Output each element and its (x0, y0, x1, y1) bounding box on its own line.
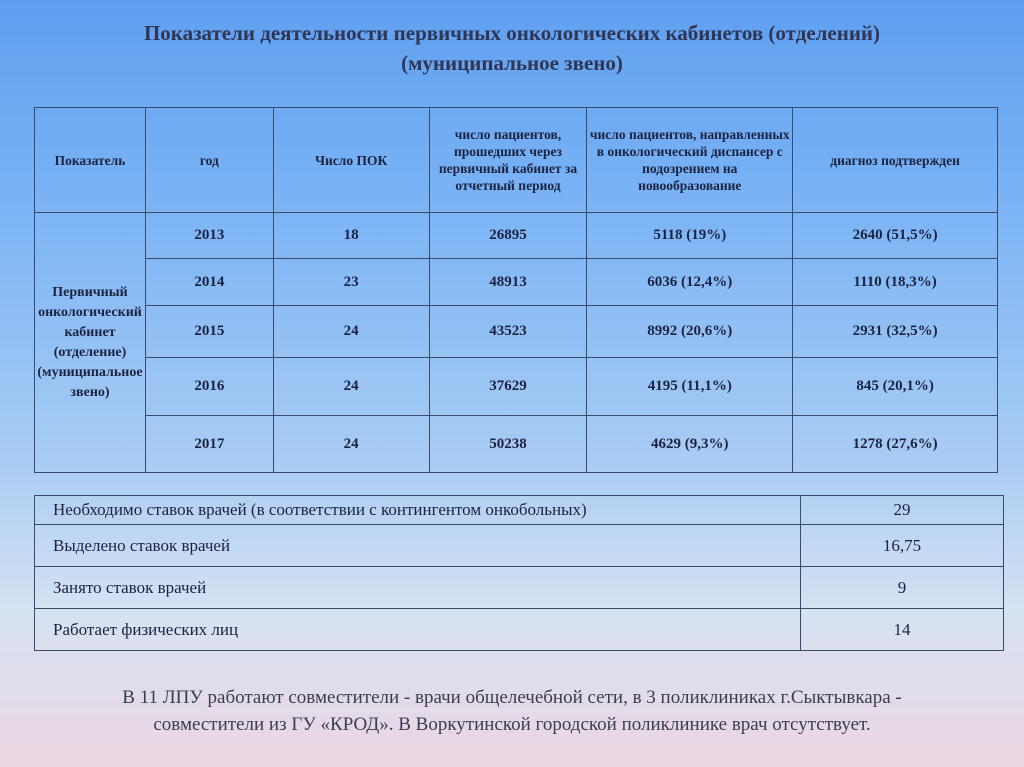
header-indicator: Показатель (35, 108, 146, 213)
cell-referred: 4629 (9,3%) (587, 416, 793, 473)
summary-row (35, 567, 1004, 609)
table-row (35, 416, 998, 473)
cell-confirmed: 1110 (18,3%) (793, 259, 998, 306)
cell-patients: 26895 (429, 213, 587, 259)
cell-year: 2015 (145, 306, 273, 358)
cell-year: 2013 (145, 213, 273, 259)
cell-pok: 23 (273, 259, 429, 306)
title-line-2: (муниципальное звено) (401, 51, 623, 75)
cell-pok: 18 (273, 213, 429, 259)
summary-label: Выделено ставок врачей (35, 525, 801, 567)
cell-patients: 37629 (429, 358, 587, 416)
summary-label: Занято ставок врачей (35, 567, 801, 609)
header-referred: число пациентов, направленных в онкологический диспансер с подозрением на новообразование (587, 108, 793, 213)
summary-value: 9 (801, 567, 1004, 609)
cell-pok: 24 (273, 306, 429, 358)
cell-referred: 6036 (12,4%) (587, 259, 793, 306)
summary-row (35, 609, 1004, 651)
cell-year: 2017 (145, 416, 273, 473)
indicators-table (34, 107, 998, 473)
cell-confirmed: 2931 (32,5%) (793, 306, 998, 358)
row-label: Первичный онкологический кабинет (отделение) (муниципальное звено) (35, 213, 146, 473)
table-row (35, 358, 998, 416)
footnote-line-1: В 11 ЛПУ работают совместители - врачи общелечебной сети, в 3 поликлиниках г.Сыктывкара - (122, 687, 902, 708)
summary-label: Работает физических лиц (35, 609, 801, 651)
cell-pok: 24 (273, 358, 429, 416)
cell-confirmed: 2640 (51,5%) (793, 213, 998, 259)
table-row (35, 259, 998, 306)
header-patients: число пациентов, прошедших через первичный кабинет за отчетный период (429, 108, 587, 213)
summary-row (35, 525, 1004, 567)
title-line-1: Показатели деятельности первичных онкологических кабинетов (отделений) (143, 21, 881, 45)
header-row (35, 108, 998, 213)
summary-label: Необходимо ставок врачей (в соответствии с контингентом онкобольных) (35, 496, 801, 525)
cell-pok: 24 (273, 416, 429, 473)
cell-patients: 50238 (429, 416, 587, 473)
header-year: год (145, 108, 273, 213)
summary-row (35, 496, 1004, 525)
summary-value: 16,75 (801, 525, 1004, 567)
page-title (0, 18, 1024, 78)
summary-value: 29 (801, 496, 1004, 525)
cell-referred: 5118 (19%) (587, 213, 793, 259)
cell-year: 2016 (145, 358, 273, 416)
cell-referred: 8992 (20,6%) (587, 306, 793, 358)
cell-year: 2014 (145, 259, 273, 306)
cell-confirmed: 1278 (27,6%) (793, 416, 998, 473)
cell-patients: 43523 (429, 306, 587, 358)
cell-patients: 48913 (429, 259, 587, 306)
cell-referred: 4195 (11,1%) (587, 358, 793, 416)
header-confirmed: диагноз подтвержден (793, 108, 998, 213)
summary-value: 14 (801, 609, 1004, 651)
table-row (35, 213, 998, 259)
header-pok-count: Число ПОК (273, 108, 429, 213)
staffing-table (34, 495, 1004, 651)
footnote-line-2: совместители из ГУ «КРОД». В Воркутинской городской поликлинике врач отсутствует. (153, 714, 871, 735)
cell-confirmed: 845 (20,1%) (793, 358, 998, 416)
footnote (40, 684, 984, 738)
table-row (35, 306, 998, 358)
